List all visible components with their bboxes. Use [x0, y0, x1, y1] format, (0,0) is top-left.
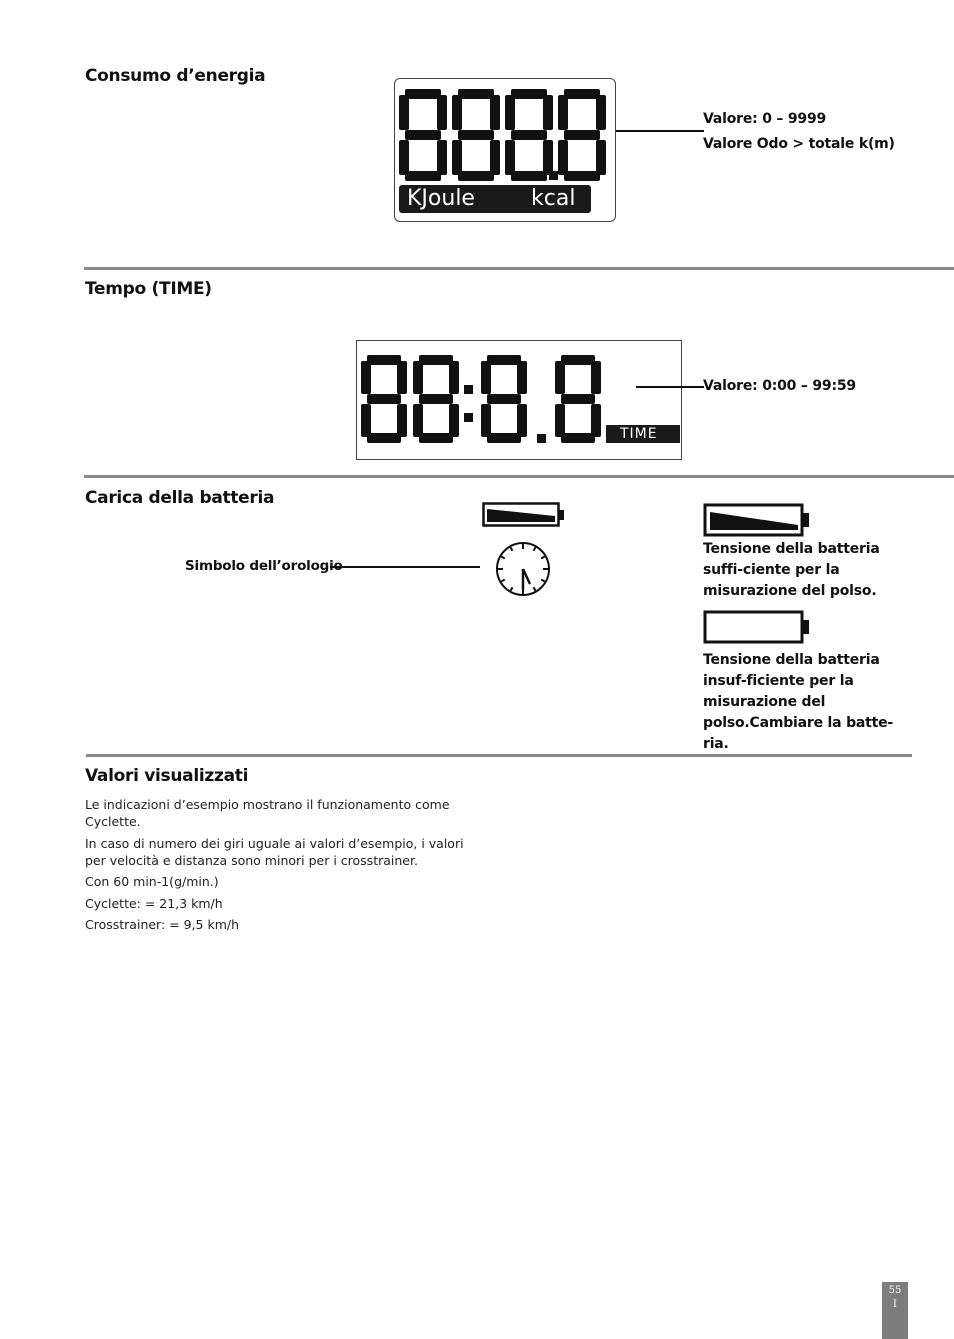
- lcd-segment: [399, 140, 409, 175]
- lcd-segment: [517, 404, 527, 437]
- lcd-dot: [464, 413, 473, 422]
- lcd-segment: [561, 394, 595, 404]
- lcd-segment: [505, 140, 515, 175]
- values-paragraph-1: Le indicazioni d’esempio mostrano il funzionamento come Cyclette.: [85, 797, 450, 829]
- clock-symbol-label: Simbolo dell’orologio: [185, 558, 343, 574]
- lcd-segment: [543, 95, 553, 130]
- lcd-segment: [591, 404, 601, 437]
- lcd-segment: [361, 404, 371, 437]
- lcd-segment: [511, 171, 547, 181]
- lcd-segment: [558, 95, 568, 130]
- clock-callout-line: [330, 566, 480, 568]
- lcd-segment: [564, 171, 600, 181]
- lcd-segment: [561, 433, 595, 443]
- lcd-segment: [437, 95, 447, 130]
- lcd-segment: [564, 130, 600, 140]
- energy-heading: Consumo d’energia: [85, 66, 266, 86]
- time-value-range: Valore: 0:00 – 99:59: [703, 378, 856, 394]
- lcd-segment: [419, 394, 453, 404]
- lcd-segment: [511, 89, 547, 99]
- battery-insufficient-text: Tensione della batteria insuf-ficiente per la misurazione del polso.Cambiare la batte-ria.: [703, 652, 894, 752]
- lcd-segment: [564, 89, 600, 99]
- energy-value-range: Valore: 0 – 9999: [703, 111, 827, 127]
- lcd-segment: [367, 433, 401, 443]
- lcd-segment: [361, 361, 371, 394]
- lcd-segment: [452, 140, 462, 175]
- lcd-segment: [487, 355, 521, 365]
- battery-full-icon: [482, 502, 566, 528]
- lcd-segment: [458, 89, 494, 99]
- battery-empty-icon: [703, 610, 811, 644]
- section-divider: [86, 754, 912, 757]
- time-lcd-display: [356, 340, 682, 460]
- lcd-segment: [405, 130, 441, 140]
- lcd-segment: [437, 140, 447, 175]
- lcd-segment: [397, 404, 407, 437]
- lcd-dot: [549, 171, 558, 180]
- lcd-segment: [481, 404, 491, 437]
- lcd-segment: [405, 171, 441, 181]
- lcd-dot: [537, 434, 546, 443]
- lcd-segment: [449, 404, 459, 437]
- lcd-segment: [490, 140, 500, 175]
- lcd-segment: [558, 140, 568, 175]
- section-divider: [84, 267, 954, 270]
- lcd-segment: [561, 355, 595, 365]
- energy-lcd-display: [394, 78, 616, 222]
- section-divider: [84, 475, 954, 478]
- values-paragraph-2: In caso di numero dei giri uguale ai valori d’esempio, i valori per velocità e distanza sono minori per i crosstrainer.: [85, 836, 464, 868]
- lcd-segment: [490, 95, 500, 130]
- lcd-segment: [543, 140, 553, 175]
- lcd-segment: [517, 361, 527, 394]
- lcd-segment: [419, 433, 453, 443]
- lcd-segment: [487, 394, 521, 404]
- lcd-segment: [596, 140, 606, 175]
- time-badge-label: TIME: [620, 426, 658, 442]
- lcd-segment: [397, 361, 407, 394]
- lcd-segment: [458, 130, 494, 140]
- energy-callout-line: [616, 130, 704, 132]
- battery-sufficient-text: Tensione della batteria suffi-ciente per la misurazione del polso.: [703, 541, 880, 599]
- lcd-segment: [458, 171, 494, 181]
- values-heading: Valori visualizzati: [85, 766, 249, 786]
- values-paragraph-3: Con 60 min-1(g/min.): [85, 874, 219, 889]
- battery-sufficient-icon: [703, 503, 811, 537]
- time-callout-line: [636, 386, 704, 388]
- page-number-tab: [882, 1282, 908, 1339]
- lcd-dot: [464, 385, 473, 394]
- values-paragraph-4: Cyclette: = 21,3 km/h: [85, 896, 223, 911]
- time-heading: Tempo (TIME): [85, 279, 212, 299]
- lcd-segment: [596, 95, 606, 130]
- lcd-segment: [487, 433, 521, 443]
- values-paragraph-5: Crosstrainer: = 9,5 km/h: [85, 917, 240, 932]
- clock-icon: [494, 540, 552, 598]
- energy-value-odo: Valore Odo > totale k(m): [703, 136, 895, 152]
- page-language: I: [893, 1299, 897, 1310]
- lcd-segment: [405, 89, 441, 99]
- lcd-segment: [449, 361, 459, 394]
- lcd-segment: [555, 361, 565, 394]
- lcd-segment: [511, 130, 547, 140]
- unit-kcal-label: kcal: [531, 186, 576, 211]
- battery-heading: Carica della batteria: [85, 488, 275, 508]
- lcd-segment: [555, 404, 565, 437]
- lcd-segment: [591, 361, 601, 394]
- lcd-segment: [413, 361, 423, 394]
- lcd-segment: [413, 404, 423, 437]
- page-number: 55: [888, 1285, 902, 1296]
- lcd-segment: [399, 95, 409, 130]
- lcd-segment: [481, 361, 491, 394]
- lcd-segment: [452, 95, 462, 130]
- lcd-segment: [419, 355, 453, 365]
- unit-kjoule-label: KJoule: [407, 186, 475, 211]
- lcd-segment: [367, 394, 401, 404]
- lcd-segment: [505, 95, 515, 130]
- lcd-segment: [367, 355, 401, 365]
